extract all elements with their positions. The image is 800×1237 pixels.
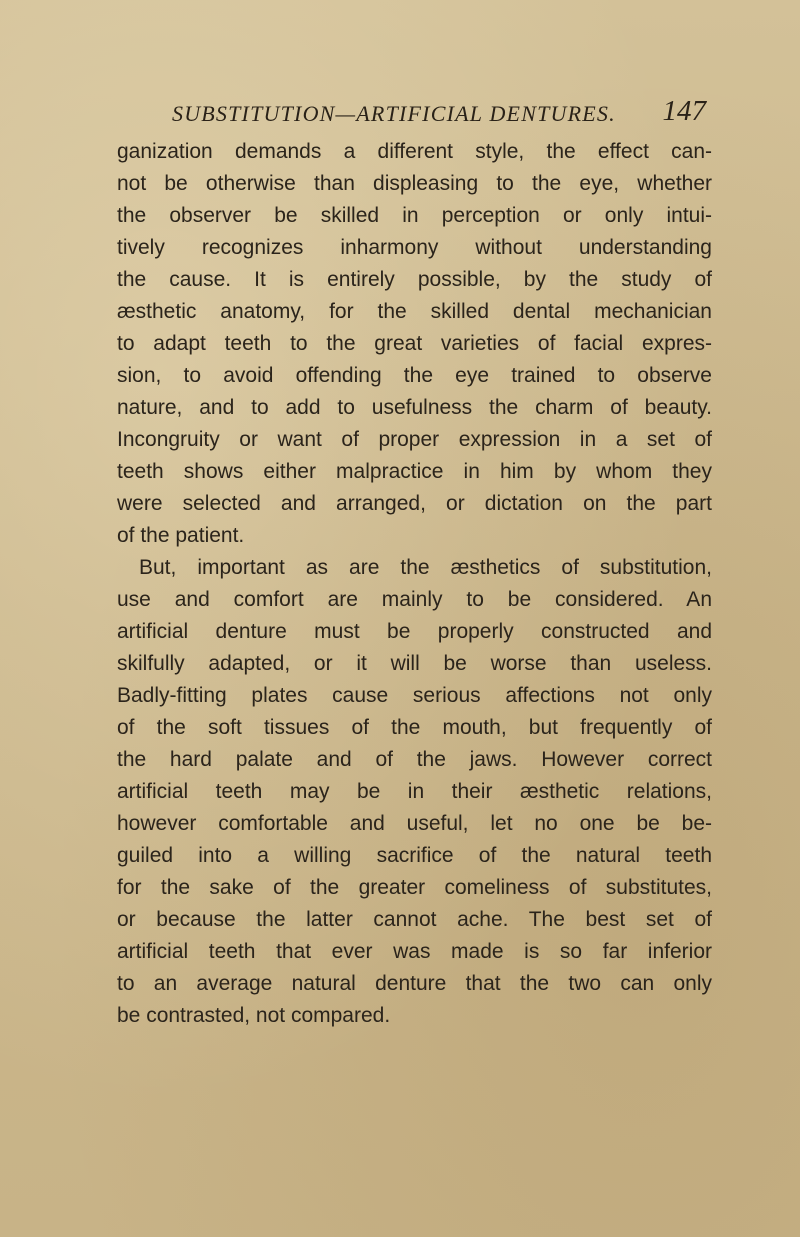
text-line: tively recognizes inharmony without understanding [117, 236, 712, 259]
text-line: the hard palate and of the jaws. However correct [117, 748, 712, 771]
text-line: artificial denture must be properly constructed and [117, 620, 712, 643]
text-line: Badly-fitting plates cause serious affections not only [117, 684, 712, 707]
text-line: artificial teeth may be in their æsthetic relations, [117, 780, 712, 803]
text-line: however comfortable and useful, let no one be be- [117, 812, 712, 835]
paragraph-end-line: of the patient. [117, 524, 245, 547]
text-line: the observer be skilled in perception or only intui- [117, 204, 712, 227]
text-line: teeth shows either malpractice in him by whom they [117, 460, 712, 483]
text-line: of the soft tissues of the mouth, but frequently of [117, 716, 712, 739]
text-line: were selected and arranged, or dictation on the part [117, 492, 712, 515]
running-title: SUBSTITUTION—ARTIFICIAL DENTURES. [172, 101, 616, 126]
page-number: 147 [662, 95, 706, 127]
body-text [117, 136, 712, 1032]
text-line: the cause. It is entirely possible, by the study of [117, 268, 712, 291]
text-line: ganization demands a different style, the effect can- [117, 140, 712, 163]
paragraph-end-line: be contrasted, not compared. [117, 1004, 391, 1027]
text-line: sion, to avoid offending the eye trained to observe [117, 364, 712, 387]
text-line: or because the latter cannot ache. The best set of [117, 908, 712, 931]
text-line: use and comfort are mainly to be considered. An [117, 588, 712, 611]
text-line: Incongruity or want of proper expression in a set of [117, 428, 712, 451]
text-line: æsthetic anatomy, for the skilled dental mechanician [117, 300, 712, 323]
paragraph-start-line: But, important as are the æsthetics of substitution, [139, 556, 712, 579]
text-line: to adapt teeth to the great varieties of facial expres- [117, 332, 712, 355]
text-line: artificial teeth that ever was made is so far inferior [117, 940, 712, 963]
text-line: skilfully adapted, or it will be worse than useless. [117, 652, 712, 675]
text-line: to an average natural denture that the two can only [117, 972, 712, 995]
text-line: not be otherwise than displeasing to the eye, whether [117, 172, 712, 195]
text-line: guiled into a willing sacrifice of the natural teeth [117, 844, 712, 867]
running-head [172, 95, 712, 135]
text-line: nature, and to add to usefulness the charm of beauty. [117, 396, 712, 419]
text-line: for the sake of the greater comeliness of substitutes, [117, 876, 712, 899]
